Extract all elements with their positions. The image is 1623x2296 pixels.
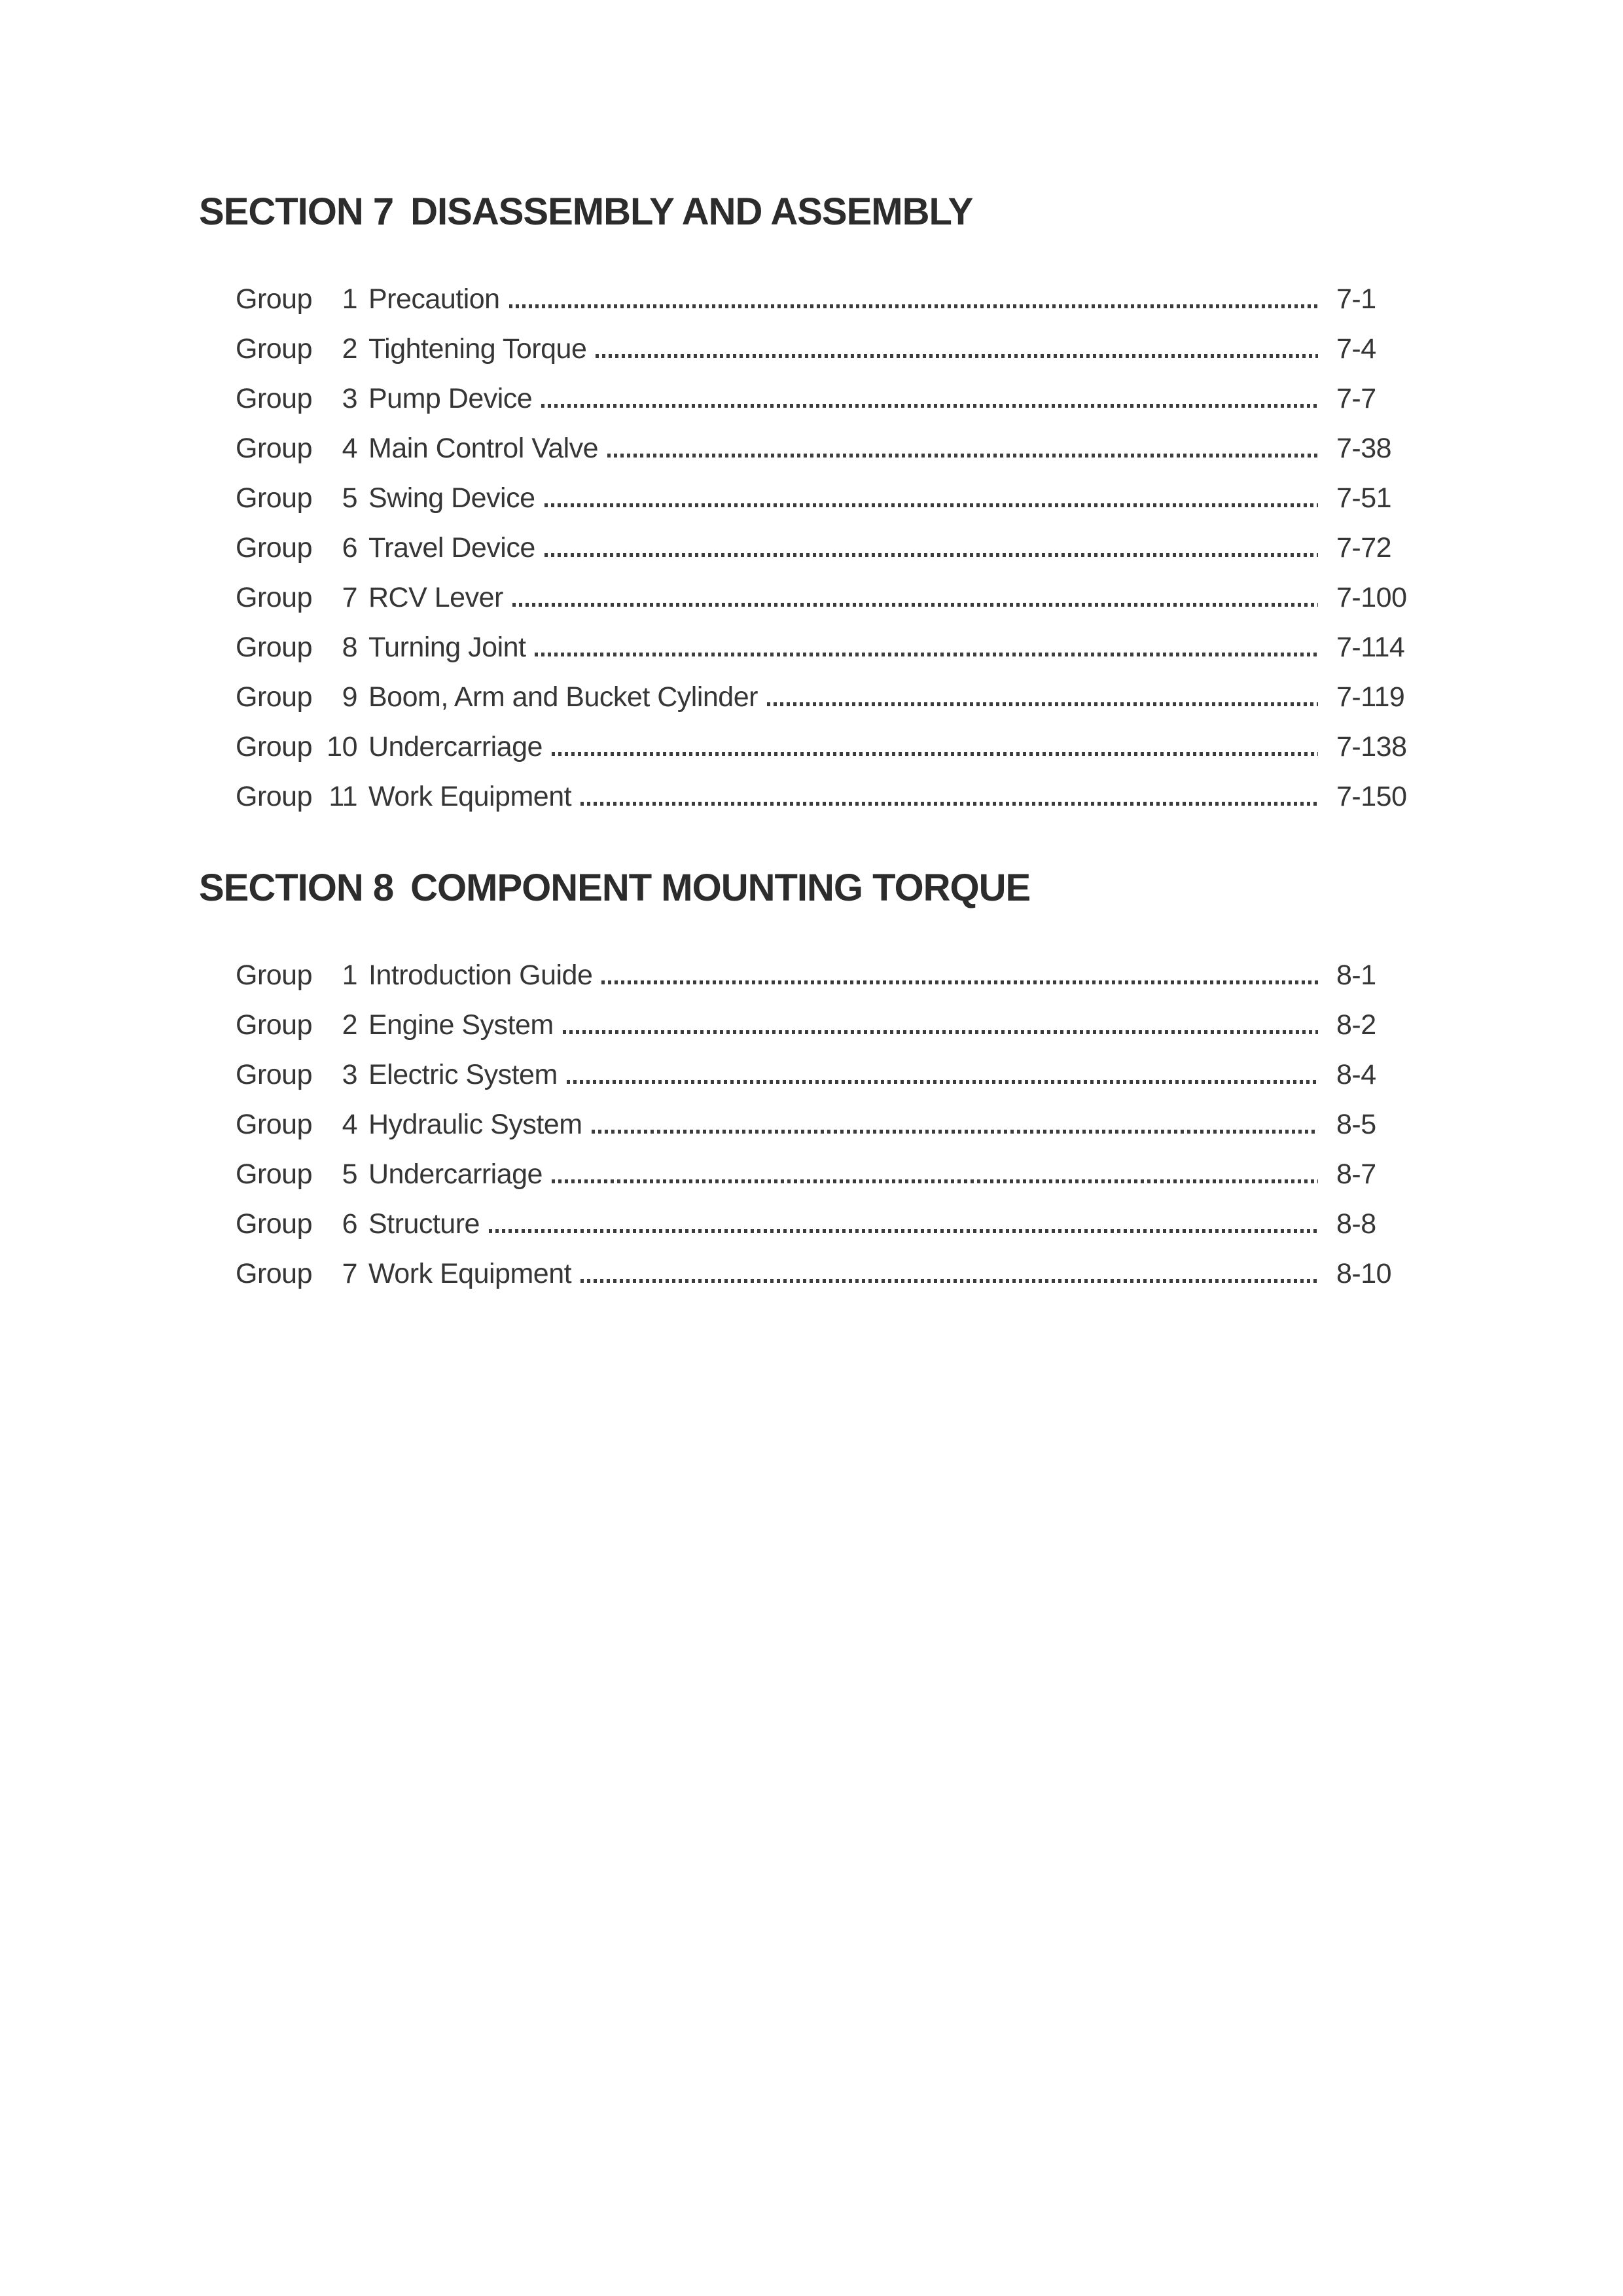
entry-page-number: 8-5 — [1336, 1108, 1376, 1140]
toc-entry — [236, 1249, 1415, 1299]
entry-group-word: Group — [236, 581, 313, 613]
section-name: DISASSEMBLY AND ASSEMBLY — [410, 190, 973, 233]
entry-group-number: 6 — [342, 531, 357, 564]
entry-group-number: 1 — [342, 283, 357, 315]
entry-page-number: 8-8 — [1336, 1208, 1376, 1240]
entry-group-number: 6 — [342, 1208, 357, 1240]
toc-entry — [236, 1199, 1415, 1249]
toc-entry — [236, 523, 1415, 573]
entry-group-number: 2 — [342, 1009, 357, 1041]
dot-leader — [535, 653, 1318, 656]
entry-title: Engine System — [368, 1009, 554, 1041]
section-title — [199, 866, 1415, 909]
entry-group-word: Group — [236, 482, 313, 514]
entry-group-word: Group — [236, 531, 313, 564]
entry-group-word: Group — [236, 1058, 313, 1090]
toc-section — [199, 192, 1415, 821]
entry-page-number: 7-51 — [1336, 482, 1392, 514]
entry-group-word: Group — [236, 1108, 313, 1140]
entry-group-word: Group — [236, 432, 313, 464]
section-label: SECTION 8 — [199, 866, 394, 909]
section-label: SECTION 7 — [199, 190, 394, 233]
dot-leader — [509, 304, 1318, 308]
toc-entry — [236, 473, 1415, 523]
entry-title: Turning Joint — [368, 631, 526, 663]
entry-group-number: 1 — [342, 959, 357, 991]
toc-entry — [236, 1000, 1415, 1050]
entry-title: Work Equipment — [368, 780, 572, 812]
entry-group-word: Group — [236, 681, 313, 713]
dot-leader — [552, 752, 1318, 756]
dot-leader — [596, 354, 1318, 358]
entry-page-number: 7-138 — [1336, 730, 1407, 762]
dot-leader — [580, 1279, 1318, 1283]
toc-entry — [236, 573, 1415, 622]
entry-page-number: 8-4 — [1336, 1058, 1376, 1090]
entry-title: RCV Lever — [368, 581, 503, 613]
entry-title: Pump Device — [368, 382, 533, 414]
toc-entry — [236, 672, 1415, 722]
section-entries — [236, 950, 1415, 1299]
toc-sections — [199, 192, 1415, 1299]
entry-group-word: Group — [236, 730, 313, 762]
entry-group-number: 8 — [342, 631, 357, 663]
toc-entry — [236, 1050, 1415, 1100]
entry-title: Undercarriage — [368, 730, 543, 762]
entry-group-word: Group — [236, 631, 313, 663]
dot-leader — [541, 404, 1318, 408]
entry-page-number: 7-114 — [1336, 631, 1405, 663]
toc-entry — [236, 324, 1415, 374]
toc-entry — [236, 423, 1415, 473]
entry-title: Tightening Torque — [368, 332, 587, 365]
entry-title: Work Equipment — [368, 1257, 572, 1289]
entry-page-number: 8-2 — [1336, 1009, 1376, 1041]
entry-group-number: 3 — [342, 382, 357, 414]
entry-title: Electric System — [368, 1058, 558, 1090]
section-title — [199, 192, 1415, 232]
entry-group-number: 5 — [342, 482, 357, 514]
entry-group-number: 9 — [342, 681, 357, 713]
entry-page-number: 7-100 — [1336, 581, 1407, 613]
dot-leader — [580, 802, 1318, 806]
dot-leader — [489, 1229, 1318, 1233]
section-name: COMPONENT MOUNTING TORQUE — [410, 866, 1031, 909]
entry-group-word: Group — [236, 780, 313, 812]
entry-title: Travel Device — [368, 531, 535, 564]
dot-leader — [592, 1130, 1318, 1134]
toc-entry — [236, 622, 1415, 672]
entry-group-number: 2 — [342, 332, 357, 365]
entry-group-number: 10 — [327, 730, 357, 762]
entry-group-number: 4 — [342, 1108, 357, 1140]
dot-leader — [563, 1030, 1318, 1034]
entry-title: Undercarriage — [368, 1158, 543, 1190]
dot-leader — [607, 454, 1318, 457]
entry-page-number: 7-119 — [1336, 681, 1405, 713]
entry-page-number: 7-38 — [1336, 432, 1392, 464]
entry-page-number: 8-1 — [1336, 959, 1376, 991]
entry-group-word: Group — [236, 332, 313, 365]
entry-title: Boom, Arm and Bucket Cylinder — [368, 681, 758, 713]
entry-group-word: Group — [236, 959, 313, 991]
toc-entry — [236, 950, 1415, 1000]
dot-leader — [552, 1179, 1318, 1183]
toc-entry — [236, 722, 1415, 772]
section-entries — [236, 274, 1415, 821]
entry-group-word: Group — [236, 1257, 313, 1289]
dot-leader — [767, 702, 1318, 706]
toc-section — [199, 866, 1415, 1299]
entry-group-word: Group — [236, 1208, 313, 1240]
entry-page-number: 7-72 — [1336, 531, 1392, 564]
entry-title: Structure — [368, 1208, 480, 1240]
entry-page-number: 8-7 — [1336, 1158, 1376, 1190]
entry-group-word: Group — [236, 382, 313, 414]
entry-page-number: 7-7 — [1336, 382, 1376, 414]
toc-entry — [236, 1100, 1415, 1149]
entry-group-number: 4 — [342, 432, 357, 464]
toc-entry — [236, 1149, 1415, 1199]
dot-leader — [601, 980, 1318, 984]
entry-title: Main Control Valve — [368, 432, 599, 464]
entry-title: Precaution — [368, 283, 500, 315]
entry-group-number: 3 — [342, 1058, 357, 1090]
entry-group-number: 11 — [329, 780, 357, 812]
entry-group-number: 7 — [342, 1257, 357, 1289]
entry-group-number: 7 — [342, 581, 357, 613]
entry-group-word: Group — [236, 1158, 313, 1190]
entry-page-number: 7-150 — [1336, 780, 1407, 812]
dot-leader — [544, 553, 1318, 557]
entry-page-number: 7-1 — [1336, 283, 1376, 315]
entry-group-word: Group — [236, 1009, 313, 1041]
entry-group-number: 5 — [342, 1158, 357, 1190]
entry-title: Introduction Guide — [368, 959, 593, 991]
entry-group-word: Group — [236, 283, 313, 315]
toc-entry — [236, 374, 1415, 423]
dot-leader — [512, 603, 1318, 607]
entry-page-number: 7-4 — [1336, 332, 1376, 365]
entry-title: Hydraulic System — [368, 1108, 582, 1140]
entry-title: Swing Device — [368, 482, 535, 514]
dot-leader — [544, 503, 1319, 507]
toc-entry — [236, 772, 1415, 821]
toc-entry — [236, 274, 1415, 324]
entry-page-number: 8-10 — [1336, 1257, 1392, 1289]
dot-leader — [567, 1080, 1318, 1084]
